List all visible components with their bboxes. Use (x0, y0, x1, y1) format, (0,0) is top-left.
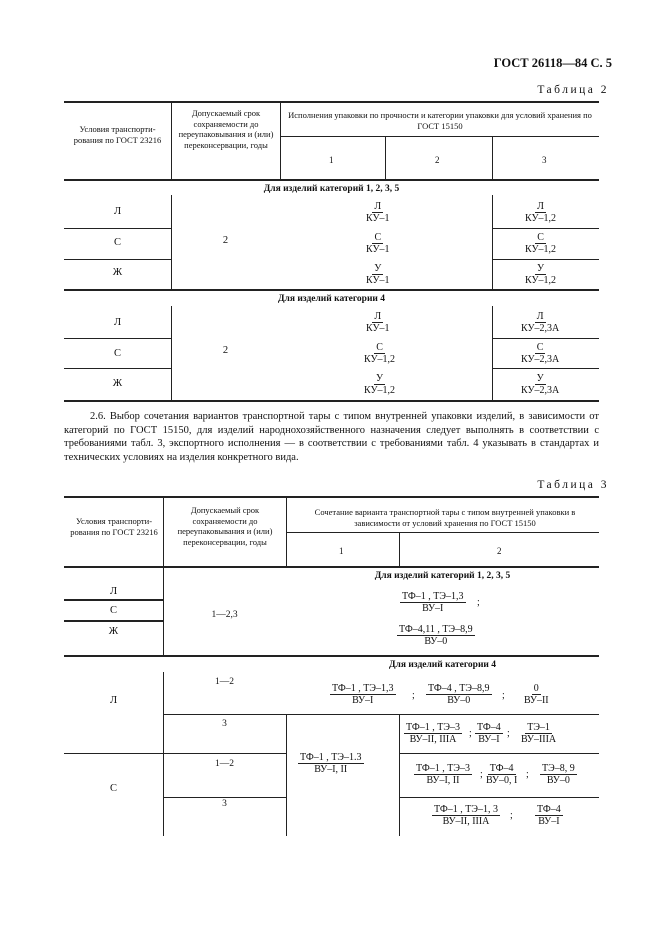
table2-caption: Таблица 2 (537, 84, 609, 96)
table-rule (492, 136, 493, 179)
fraction-numerator: ТФ–1 , ТЭ–3 (416, 763, 470, 774)
fraction-denominator: ВУ–I (422, 603, 444, 614)
table-rule (492, 338, 599, 339)
t2-s1-term: 2 (222, 235, 229, 246)
fraction-denominator: ВУ–I (538, 816, 560, 827)
t2-s2-cond-s: С (113, 348, 121, 359)
table-rule (64, 179, 599, 181)
t3-s2-c-fa2 (486, 763, 517, 786)
fraction-denominator: ВУ–0 (424, 636, 448, 647)
fraction-numerator: Л (374, 311, 382, 322)
fraction-numerator: С (536, 342, 544, 353)
fraction-numerator: ТЭ–8, 9 (542, 763, 575, 774)
fraction-numerator: С (374, 232, 382, 243)
t2-sub-col-3: 3 (542, 155, 547, 165)
fraction-denominator: ВУ–II (524, 695, 549, 706)
t3-s2-cond-s: С (109, 783, 117, 794)
t2-s1-cond-zh: Ж (112, 267, 123, 278)
fraction-numerator: ТФ–4,11 , ТЭ–8,9 (399, 624, 473, 635)
t3-s2-l-fa1 (330, 683, 396, 706)
table-rule (64, 228, 171, 229)
fraction-numerator: Л (537, 201, 544, 212)
fraction-denominator: КУ–2,3А (521, 385, 560, 396)
t2-s2-r1-c2 (366, 311, 390, 334)
semicolon: ; (412, 690, 415, 701)
t2-s1-cond-s: С (113, 237, 121, 248)
semicolon: ; (507, 728, 510, 739)
fraction-numerator: С (537, 232, 544, 243)
fraction-denominator: КУ–1,2 (364, 354, 396, 365)
t3-s1-frac-2 (397, 624, 475, 647)
fraction-denominator: ВУ–I (352, 695, 374, 706)
table-rule (64, 101, 599, 103)
t3-s1-term: 1—2,3 (211, 610, 238, 620)
fraction-denominator: ВУ–II, IIIА (442, 816, 490, 827)
t2-sub-col-2: 2 (435, 155, 440, 165)
fraction-numerator: Л (374, 201, 382, 212)
table-rule (399, 797, 599, 798)
table-rule (163, 672, 164, 836)
fraction-numerator: ТФ–4 , ТЭ–8,9 (428, 683, 490, 694)
t3-s2-l-term-a: 1—2 (215, 677, 234, 687)
fraction-numerator: ТФ–1 , ТЭ–1,3 (332, 683, 394, 694)
table-rule (163, 797, 286, 798)
table-rule (492, 368, 599, 369)
fraction-denominator: КУ–1,2 (525, 275, 557, 286)
table-rule (163, 753, 286, 754)
fraction-numerator: С (376, 342, 383, 353)
t3-s2-c-term-a: 1—2 (215, 759, 234, 769)
table-rule (492, 195, 493, 289)
t2-sub-col-1: 1 (329, 155, 334, 165)
t2-col-term-header: Допускаемый срок сохраняемости до переупаковывания и (или) переконсервации, годы (178, 108, 274, 150)
fraction-denominator: КУ–1 (366, 213, 390, 224)
fraction-numerator: У (536, 263, 545, 274)
table-rule (64, 400, 599, 402)
t2-s1-r3-c2 (366, 263, 390, 286)
t2-s2-r3-c2 (364, 373, 395, 396)
fraction-denominator: КУ–1,2 (525, 244, 557, 255)
t3-sub-col-2: 2 (497, 546, 502, 556)
table-rule (64, 753, 163, 754)
t2-s2-r1-c3 (521, 311, 559, 334)
t2-s2-term: 2 (222, 345, 229, 356)
table-rule (64, 338, 171, 339)
fraction-denominator: ВУ–II, IIIА (409, 734, 457, 745)
t2-col-pack-header: Исполнения упаковки по прочности и категории упаковки для условий хранения по ГОСТ 15150 (288, 110, 592, 131)
t3-col-cond-header: Условия транспорти- рования по ГОСТ 23216 (70, 516, 158, 537)
t3-s2-l-term-b: 3 (222, 719, 227, 729)
fraction-numerator: У (374, 263, 382, 274)
fraction-numerator: ТФ–4 (537, 804, 561, 815)
t3-section1-title: Для изделий категорий 1, 2, 3, 5 (374, 571, 511, 581)
fraction-numerator: ТЭ–1 (527, 722, 550, 733)
fraction-denominator: ВУ–0 (447, 695, 471, 706)
t3-col-comb-header: Сочетание варианта транспортной тары с типом внутренней упаковки в зависимости от условий хранения по ГОСТ 15150 (314, 507, 576, 528)
t2-s2-r2-c3 (521, 342, 559, 365)
page-header: ГОСТ 26118—84 С. 5 (493, 56, 612, 70)
t2-s2-cond-l: Л (113, 317, 122, 328)
t2-s1-cond-l: Л (113, 206, 122, 217)
t2-col-cond-header: Условия транспорти- рования по ГОСТ 23216 (73, 124, 162, 145)
table-rule (64, 566, 599, 568)
t2-s2-cond-zh: Ж (112, 378, 123, 389)
t3-s2-c-fb2 (535, 804, 563, 827)
t3-s2-col1-frac (298, 752, 364, 775)
t2-s1-r2-c2 (366, 232, 390, 255)
table-rule (286, 532, 599, 533)
t3-s1-cond-s: С (109, 605, 117, 616)
fraction-numerator: ТФ–4 (489, 763, 514, 774)
table-rule (64, 655, 599, 657)
fraction-denominator: ВУ–I, II (426, 775, 460, 786)
semicolon: ; (477, 597, 480, 608)
t3-s2-l-fa3 (524, 683, 549, 706)
table-rule (171, 101, 172, 179)
table-rule (64, 599, 163, 601)
t3-col-term-header: Допускаемый срок сохраняемости до переупаковывания и (или) переконсервации, годы (177, 505, 273, 547)
t3-s2-cond-l: Л (109, 695, 118, 706)
fraction-numerator: У (536, 373, 544, 384)
fraction-denominator: КУ–1,2 (525, 213, 557, 224)
fraction-numerator: У (375, 373, 384, 384)
t2-section2-title: Для изделий категории 4 (277, 294, 386, 304)
table-rule (492, 228, 599, 229)
fraction-denominator: ВУ–0, I (486, 775, 518, 786)
fraction-denominator: КУ–2,3А (521, 354, 560, 365)
t3-s1-frac-1 (400, 591, 466, 614)
fraction-denominator: КУ–2,3А (521, 323, 560, 334)
fraction-numerator: ТФ–1 , ТЭ–1,3 (402, 591, 464, 602)
t3-sub-col-1: 1 (339, 546, 344, 556)
table-rule (280, 136, 599, 137)
fraction-numerator: 0 (533, 683, 539, 694)
table-rule (163, 714, 599, 715)
t3-s2-l-fb3 (521, 722, 556, 745)
fraction-numerator: ТФ–1 , ТЭ–1, 3 (434, 804, 498, 815)
semicolon: ; (502, 690, 505, 701)
fraction-denominator: КУ–1 (366, 275, 390, 286)
fraction-denominator: КУ–1 (366, 323, 390, 334)
t3-s2-l-fb1 (404, 722, 462, 745)
semicolon: ; (480, 769, 483, 780)
fraction-denominator: КУ–1,2 (364, 385, 396, 396)
table-rule (286, 714, 287, 836)
t2-s2-r2-c2 (364, 342, 395, 365)
fraction-numerator: ТФ–1 , ТЭ–3 (406, 722, 460, 733)
t3-s2-c-fb1 (432, 804, 500, 827)
table-rule (163, 496, 164, 567)
t3-s2-c-fa3 (540, 763, 577, 786)
paragraph-2-6: 2.6. Выбор сочетания вариантов транспортной тары с типом внутренней упаковки изделий, в зависимости от категорий по ГОСТ 15150, для изделий народнохозяйственного назначения следует выполнять в соответствии с требованиями табл. 3, экспортного исполнения — в соответствии с требованиями табл. 4 указывать в стандартах и технических условиях на изделия конкретного вида. (64, 411, 599, 463)
semicolon: ; (526, 769, 529, 780)
fraction-numerator: Л (536, 311, 544, 322)
table-rule (399, 753, 599, 754)
fraction-denominator: ВУ–IIIА (521, 734, 557, 745)
table-rule (385, 136, 386, 179)
t3-s2-c-fa1 (414, 763, 472, 786)
t3-s1-cond-zh: Ж (108, 626, 119, 637)
table3-caption: Таблица 3 (537, 479, 609, 491)
table-rule (64, 259, 171, 260)
semicolon: ; (469, 728, 472, 739)
t2-s2-r3-c3 (521, 373, 559, 396)
table-rule (64, 496, 599, 498)
fraction-denominator: КУ–1 (366, 244, 390, 255)
fraction-numerator: ТФ–4 (477, 722, 501, 733)
semicolon: ; (510, 810, 513, 821)
t2-s1-r1-c3 (525, 201, 556, 224)
t2-s1-r1-c2 (366, 201, 390, 224)
t3-section2-title: Для изделий категории 4 (388, 660, 497, 670)
table-rule (64, 289, 599, 291)
table-rule (399, 714, 400, 836)
t3-s2-l-fa2 (426, 683, 492, 706)
fraction-denominator: ВУ–I (478, 734, 500, 745)
fraction-denominator: ВУ–I, II (314, 764, 348, 775)
table-rule (64, 368, 171, 369)
t3-s2-l-fb2 (475, 722, 503, 745)
table-rule (492, 259, 599, 260)
t2-s1-r3-c3 (525, 263, 556, 286)
fraction-denominator: ВУ–0 (546, 775, 570, 786)
t2-s1-r2-c3 (525, 232, 556, 255)
table-rule (399, 532, 400, 567)
table-rule (280, 101, 281, 179)
table-rule (492, 306, 493, 400)
t2-section1-title: Для изделий категорий 1, 2, 3, 5 (263, 184, 400, 194)
table-rule (64, 620, 163, 622)
t3-s2-c-term-b: 3 (222, 799, 227, 809)
t3-s1-cond-l: Л (109, 586, 118, 597)
fraction-numerator: ТФ–1 , ТЭ–1.3 (300, 752, 362, 763)
